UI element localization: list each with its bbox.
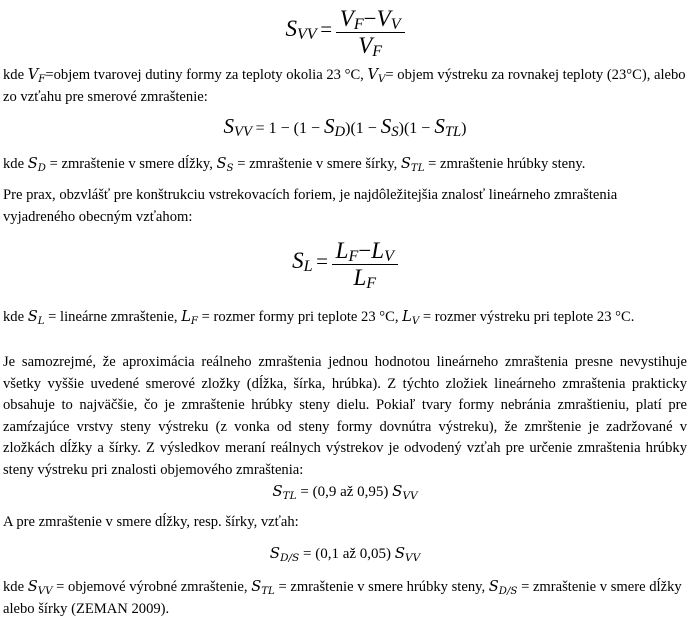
eq3-lhs: $S_L$ — [292, 247, 313, 275]
eq3-fraction — [332, 238, 398, 291]
paragraph-shrinkage-components: kde $S_D$ = zmraštenie v smere dĺžky, $S_S$ = zmraštenie v smere šírky, $S_{TL}$ = zmraštenie hrúbky steny. — [3, 155, 586, 174]
equation-thickness-shrinkage: $S_{TL} = (0,9$ až 0,95) $S_{VV}$ — [272, 482, 418, 502]
equation-length-width-shrinkage: $S_{D/S} = (0,1$ až 0,05) $S_{VV}$ — [269, 544, 421, 564]
equation-linear-shrinkage — [3, 238, 687, 291]
paragraph-volume-definition: kde $V_F=objem$ tvarovej dutiny formy za teploty okolia 23 °C, $V_V=$ objem výstreku za rovnakej teploty (23°C), alebo zo vzťahu pre smerové zmraštenie: — [3, 66, 686, 105]
eq3-equals: = — [316, 248, 329, 273]
eq2-rhs: = $1 - (1 - S_D)(1 - S_S)(1 - S_{TL})$ — [255, 114, 467, 140]
eq1-numerator: $V_F-V_V$ — [339, 6, 401, 33]
equation-directional-shrinkage — [3, 114, 687, 139]
paragraph-linear-definition: kde $S_L$ = lineárne zmraštenie, $L_F$ = rozmer formy pri teplote 23 °C, $L_V$ = rozmer výstreku pri teplote 23 °C. — [3, 308, 635, 327]
eq1-equals: = — [320, 16, 333, 41]
eq3-numerator: $L_F-L_V$ — [335, 238, 394, 265]
eq1-fraction — [336, 6, 405, 59]
paragraph-linear-shrinkage-intro: Pre prax, obzvlášť pre konštrukciu vstrekovacích foriem, je najdôležitejšia znalosť lineárneho zmraštenia vyjadreného obecným vzťahom: — [3, 187, 618, 225]
paragraph-approximation-discussion: Je samozrejmé, že aproximácia reálneho zmraštenia jednou hodnotou lineárneho zmraštenia presne nevystihuje všetky vyššie uvedené smerové zložky (dĺžka, šírka, hrúbka). Z týchto zložiek lineárneho zmraštenia prakticky obsahuje to najväčšie, čo je zmraštenie hrúbky steny dielu. Pokiaľ tvary formy nebránia zmraštieniu, platí pre zamŕzajúce vrstvy steny výstreku (z vonka od steny formy dovnútra výstreku), že zmrštenie je zadržované v zložkách dĺžky a šírky. Z výsledkov meraní reálnych výstrekov je odvodený vzťah pre určenie zmraštenia hrúbky steny výstreku pri znalosti objemového zmraštenia: — [3, 354, 687, 478]
paragraph-length-width-intro: A pre zmraštenie v smere dĺžky, resp. šírky, vzťah: — [3, 514, 299, 530]
equation-volumetric-shrinkage — [3, 6, 687, 59]
eq1-denominator: $V_F$ — [358, 33, 383, 60]
eq3-denominator: $L_F$ — [353, 265, 377, 292]
paragraph-final-definitions: kde $S_{VV}$ = objemové výrobné zmraštenie, $S_{TL}$ = zmraštenie v smere hrúbky steny, $S_{D/S}$ = zmraštenie v smere dĺžky alebo šírky (ZEMAN 2009). — [3, 578, 682, 617]
eq1-lhs: $S_{VV}$ — [285, 15, 317, 43]
eq2-lhs: $S_{VV}$ — [223, 114, 252, 140]
